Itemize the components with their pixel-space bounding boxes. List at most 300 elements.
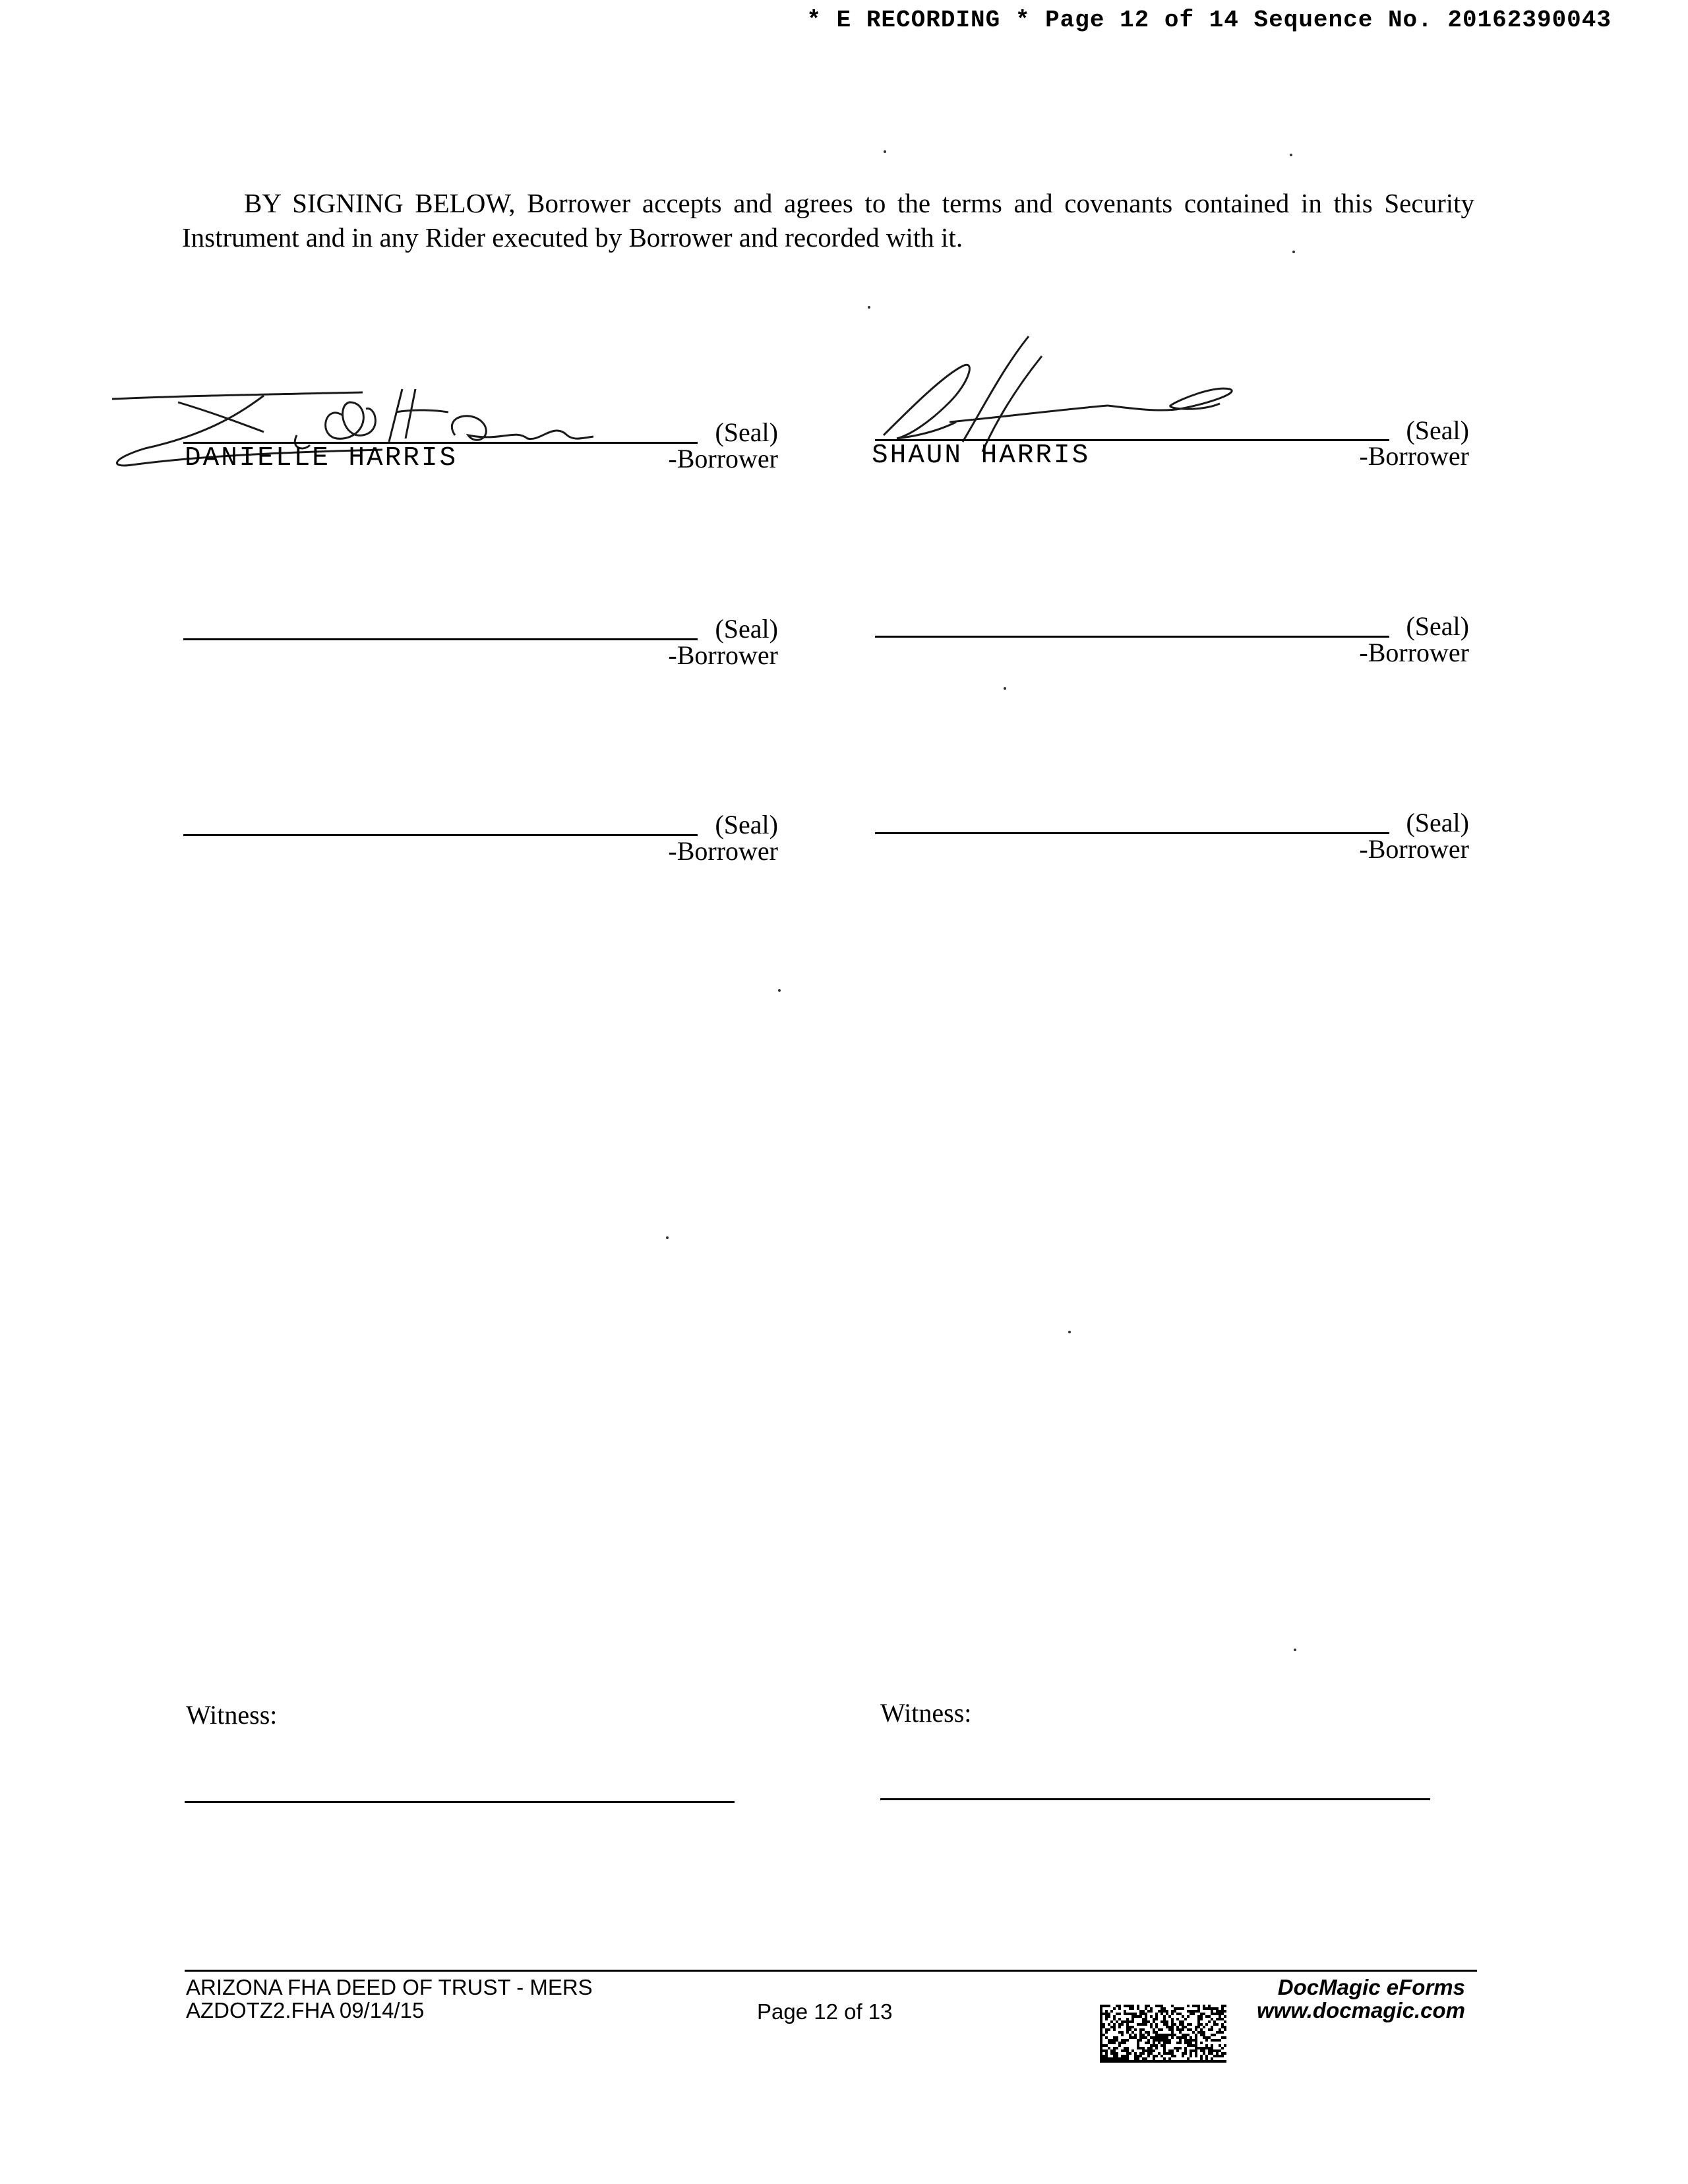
barcode-module	[1203, 2034, 1205, 2036]
barcode-module	[1137, 2055, 1139, 2057]
barcode-module	[1134, 2052, 1137, 2055]
vendor-url: www.docmagic.com	[1256, 1998, 1465, 2022]
barcode-module	[1216, 2060, 1219, 2063]
barcode-module	[1131, 2049, 1134, 2052]
barcode-module	[1145, 2007, 1147, 2010]
barcode-module	[1124, 2005, 1126, 2007]
signature-line	[183, 638, 698, 640]
barcode-module	[1224, 2020, 1226, 2023]
page-number: Page 12 of 13	[757, 1999, 893, 2024]
barcode-module	[1195, 2047, 1197, 2049]
barcode-module	[1118, 2042, 1121, 2044]
seal-label: (Seal)	[1406, 415, 1469, 445]
barcode-module	[1100, 2049, 1102, 2052]
barcode-module	[1118, 2057, 1121, 2060]
barcode-module	[1221, 2055, 1224, 2057]
barcode-module	[1110, 2026, 1113, 2028]
barcode-module	[1129, 2036, 1131, 2039]
barcode-module	[1145, 2049, 1147, 2052]
barcode-module	[1160, 2034, 1163, 2036]
barcode-module	[1155, 2005, 1158, 2007]
barcode-module	[1205, 2039, 1208, 2042]
barcode-module	[1195, 2044, 1197, 2047]
scan-speck	[884, 150, 886, 153]
barcode-module	[1182, 2007, 1184, 2010]
barcode-module	[1179, 2047, 1182, 2049]
barcode-module	[1213, 2060, 1216, 2063]
barcode-module	[1160, 2044, 1163, 2047]
barcode-module	[1134, 2013, 1137, 2015]
barcode-module	[1171, 2013, 1174, 2015]
barcode-module	[1108, 2013, 1110, 2015]
barcode-module	[1158, 2042, 1160, 2044]
barcode-module	[1192, 2013, 1195, 2015]
barcode-module	[1100, 2023, 1102, 2026]
barcode-module	[1171, 2005, 1174, 2007]
barcode-module	[1163, 2034, 1166, 2036]
barcode-module	[1163, 2010, 1166, 2013]
barcode-module	[1129, 2028, 1131, 2031]
barcode-module	[1166, 2020, 1168, 2023]
barcode-module	[1102, 2005, 1105, 2007]
borrower-label: -Borrower	[668, 640, 778, 670]
barcode-module	[1192, 2044, 1195, 2047]
barcode-module	[1219, 2039, 1221, 2042]
barcode-module	[1219, 2049, 1221, 2052]
barcode-module	[1184, 2036, 1187, 2039]
barcode-module	[1100, 2026, 1102, 2028]
barcode-module	[1113, 2055, 1116, 2057]
barcode-module	[1145, 2005, 1147, 2007]
barcode-module	[1221, 2010, 1224, 2013]
barcode-module	[1211, 2057, 1213, 2060]
barcode-module	[1224, 2015, 1226, 2018]
barcode-module	[1163, 2007, 1166, 2010]
footer-form-info	[186, 1976, 593, 2022]
barcode-module	[1160, 2060, 1163, 2063]
barcode-module	[1221, 2026, 1224, 2028]
barcode-module	[1221, 2013, 1224, 2015]
barcode-module	[1187, 2039, 1190, 2042]
barcode-module	[1100, 2028, 1102, 2031]
barcode-module	[1113, 2047, 1116, 2049]
barcode-module	[1192, 2060, 1195, 2063]
barcode-module	[1137, 2007, 1139, 2010]
barcode-module	[1118, 2007, 1121, 2010]
borrower-label: -Borrower	[668, 444, 778, 473]
barcode-module	[1100, 2020, 1102, 2023]
barcode-module	[1105, 2018, 1108, 2020]
barcode-module	[1102, 2044, 1105, 2047]
barcode-module	[1100, 2010, 1102, 2013]
barcode-module	[1116, 2060, 1118, 2063]
barcode-module	[1216, 2018, 1219, 2020]
barcode-module	[1145, 2036, 1147, 2039]
barcode-module	[1105, 2031, 1108, 2034]
barcode-module	[1102, 2060, 1105, 2063]
barcode-module	[1129, 2020, 1131, 2023]
barcode-module	[1182, 2026, 1184, 2028]
barcode-module	[1147, 2010, 1150, 2013]
barcode-module	[1134, 2055, 1137, 2057]
barcode-module	[1195, 2055, 1197, 2057]
barcode-module	[1158, 2036, 1160, 2039]
barcode-module	[1190, 2060, 1192, 2063]
scan-speck	[1292, 251, 1295, 253]
barcode-module	[1208, 2049, 1211, 2052]
barcode-module	[1211, 2060, 1213, 2063]
barcode-module	[1126, 2060, 1129, 2063]
witness-line	[185, 1801, 735, 1803]
seal-label: (Seal)	[715, 417, 778, 447]
barcode-module	[1100, 2018, 1102, 2020]
barcode-module	[1219, 2044, 1221, 2047]
barcode-module	[1205, 2047, 1208, 2049]
barcode-module	[1158, 2060, 1160, 2063]
barcode-module	[1102, 2049, 1105, 2052]
barcode-module	[1200, 2013, 1203, 2015]
barcode-module	[1213, 2023, 1216, 2026]
barcode-module	[1118, 2044, 1121, 2047]
barcode-module	[1147, 2039, 1150, 2042]
barcode-module	[1105, 2005, 1108, 2007]
barcode-module	[1200, 2060, 1203, 2063]
barcode-module	[1142, 2047, 1145, 2049]
barcode-module	[1163, 2018, 1166, 2020]
barcode-module	[1153, 2044, 1155, 2047]
barcode-module	[1113, 2015, 1116, 2018]
barcode-module	[1216, 2055, 1219, 2057]
barcode-module	[1163, 2057, 1166, 2060]
barcode-module	[1160, 2039, 1163, 2042]
barcode-module	[1176, 2047, 1179, 2049]
barcode-module	[1124, 2010, 1126, 2013]
barcode-module	[1100, 2042, 1102, 2044]
barcode-module	[1139, 2039, 1142, 2042]
barcode-module	[1153, 2060, 1155, 2063]
barcode-module	[1126, 2055, 1129, 2057]
barcode-module	[1160, 2020, 1163, 2023]
barcode-module	[1160, 2007, 1163, 2010]
barcode-module	[1155, 2018, 1158, 2020]
barcode-module	[1150, 2026, 1153, 2028]
barcode-module	[1192, 2031, 1195, 2034]
barcode-module	[1145, 2018, 1147, 2020]
barcode-module	[1219, 2018, 1221, 2020]
barcode-module	[1163, 2047, 1166, 2049]
barcode-module	[1113, 2039, 1116, 2042]
barcode-module	[1134, 2057, 1137, 2060]
barcode-module	[1126, 2057, 1129, 2060]
barcode-module	[1211, 2047, 1213, 2049]
barcode-module	[1179, 2039, 1182, 2042]
barcode-module	[1145, 2020, 1147, 2023]
barcode-module	[1184, 2060, 1187, 2063]
barcode-module	[1153, 2018, 1155, 2020]
barcode-module	[1113, 2042, 1116, 2044]
barcode-module	[1100, 2055, 1102, 2057]
barcode-module	[1166, 2052, 1168, 2055]
barcode-module	[1171, 2049, 1174, 2052]
barcode-module	[1110, 2052, 1113, 2055]
barcode-module	[1195, 2042, 1197, 2044]
barcode-module	[1105, 2057, 1108, 2060]
barcode-module	[1155, 2026, 1158, 2028]
barcode-module	[1216, 2013, 1219, 2015]
barcode-module	[1203, 2013, 1205, 2015]
barcode-module	[1216, 2023, 1219, 2026]
barcode-module	[1213, 2034, 1216, 2036]
barcode-module	[1190, 2028, 1192, 2031]
barcode-module	[1190, 2023, 1192, 2026]
barcode-module	[1139, 2028, 1142, 2031]
barcode-module	[1195, 2060, 1197, 2063]
barcode-module	[1142, 2020, 1145, 2023]
barcode-module	[1219, 2055, 1221, 2057]
barcode-module	[1216, 2010, 1219, 2013]
barcode-module	[1184, 2047, 1187, 2049]
barcode-module	[1153, 2039, 1155, 2042]
barcode-module	[1147, 2055, 1150, 2057]
barcode-module	[1211, 2010, 1213, 2013]
barcode-module	[1105, 2049, 1108, 2052]
barcode-module	[1124, 2042, 1126, 2044]
barcode-module	[1211, 2018, 1213, 2020]
barcode-module	[1150, 2023, 1153, 2026]
barcode-module	[1100, 2015, 1102, 2018]
barcode-module	[1137, 2047, 1139, 2049]
signature-line	[875, 832, 1389, 834]
barcode-module	[1219, 2060, 1221, 2063]
barcode-module	[1100, 2034, 1102, 2036]
barcode-module	[1139, 2023, 1142, 2026]
barcode-module	[1126, 2039, 1129, 2042]
barcode-module	[1155, 2023, 1158, 2026]
barcode-module	[1205, 2055, 1208, 2057]
form-title: ARIZONA FHA DEED OF TRUST - MERS	[186, 1975, 593, 1999]
barcode-module	[1195, 2028, 1197, 2031]
barcode-module	[1192, 2039, 1195, 2042]
barcode-module	[1160, 2005, 1163, 2007]
barcode-module	[1155, 2036, 1158, 2039]
footer-rule	[185, 1970, 1477, 1972]
barcode-module	[1153, 2028, 1155, 2031]
barcode-module	[1160, 2013, 1163, 2015]
barcode-module	[1134, 2034, 1137, 2036]
barcode-module	[1200, 2015, 1203, 2018]
barcode-module	[1221, 2023, 1224, 2026]
barcode-module	[1147, 2034, 1150, 2036]
barcode-module	[1200, 2055, 1203, 2057]
barcode-module	[1176, 2060, 1179, 2063]
barcode-module	[1155, 2039, 1158, 2042]
barcode-module	[1131, 2015, 1134, 2018]
barcode-module	[1129, 2007, 1131, 2010]
barcode-module	[1145, 2060, 1147, 2063]
barcode-module	[1197, 2020, 1200, 2023]
barcode-module	[1110, 2010, 1113, 2013]
barcode-module	[1124, 2020, 1126, 2023]
barcode-module	[1153, 2031, 1155, 2034]
barcode-module	[1131, 2026, 1134, 2028]
barcode-module	[1166, 2039, 1168, 2042]
barcode-module	[1197, 2026, 1200, 2028]
barcode-module	[1182, 2020, 1184, 2023]
barcode-module	[1190, 2042, 1192, 2044]
barcode-module	[1171, 2023, 1174, 2026]
witness-label: Witness:	[880, 1698, 972, 1728]
barcode-module	[1176, 2042, 1179, 2044]
barcode-module	[1150, 2007, 1153, 2010]
barcode-module	[1124, 2055, 1126, 2057]
barcode-module	[1110, 2049, 1113, 2052]
barcode-module	[1216, 2039, 1219, 2042]
barcode-module	[1213, 2020, 1216, 2023]
borrower-label: -Borrower	[1359, 834, 1469, 864]
barcode-module	[1216, 2052, 1219, 2055]
barcode-module	[1182, 2055, 1184, 2057]
barcode-module	[1131, 2036, 1134, 2039]
barcode-module	[1208, 2036, 1211, 2039]
barcode-module	[1142, 2023, 1145, 2026]
barcode-module	[1179, 2013, 1182, 2015]
barcode-module	[1208, 2028, 1211, 2031]
barcode-module	[1116, 2057, 1118, 2060]
barcode-module	[1203, 2052, 1205, 2055]
barcode-module	[1131, 2018, 1134, 2020]
barcode-module	[1126, 2028, 1129, 2031]
barcode-module	[1182, 2036, 1184, 2039]
barcode-module	[1145, 2042, 1147, 2044]
barcode-module	[1213, 2007, 1216, 2010]
barcode-module	[1108, 2039, 1110, 2042]
barcode-module	[1221, 2031, 1224, 2034]
barcode-module	[1160, 2036, 1163, 2039]
barcode-module	[1221, 2052, 1224, 2055]
barcode-module	[1213, 2039, 1216, 2042]
barcode-module	[1182, 2052, 1184, 2055]
barcode-module	[1105, 2060, 1108, 2063]
barcode-module	[1187, 2010, 1190, 2013]
barcode-module	[1100, 2047, 1102, 2049]
barcode-module	[1163, 2020, 1166, 2023]
barcode-module	[1121, 2057, 1124, 2060]
barcode-module	[1163, 2023, 1166, 2026]
barcode-module	[1118, 2023, 1121, 2026]
barcode-module	[1105, 2036, 1108, 2039]
barcode-module	[1187, 2023, 1190, 2026]
barcode-module	[1102, 2026, 1105, 2028]
barcode-module	[1113, 2026, 1116, 2028]
barcode-module	[1124, 2039, 1126, 2042]
barcode-module	[1200, 2023, 1203, 2026]
barcode-module	[1166, 2010, 1168, 2013]
barcode-module	[1145, 2057, 1147, 2060]
barcode-module	[1163, 2042, 1166, 2044]
barcode-module	[1187, 2044, 1190, 2047]
barcode-module	[1150, 2049, 1153, 2052]
barcode-module	[1205, 2007, 1208, 2010]
barcode-module	[1105, 2044, 1108, 2047]
barcode-module	[1113, 2060, 1116, 2063]
barcode-module	[1116, 2047, 1118, 2049]
barcode-module	[1155, 2031, 1158, 2034]
barcode-module	[1205, 2060, 1208, 2063]
barcode-module	[1113, 2023, 1116, 2026]
barcode-module	[1182, 2034, 1184, 2036]
barcode-module	[1174, 2055, 1176, 2057]
barcode-module	[1121, 2060, 1124, 2063]
typed-name: SHAUN HARRIS	[872, 440, 1091, 471]
barcode-module	[1126, 2047, 1129, 2049]
barcode-module	[1211, 2028, 1213, 2031]
barcode-module	[1139, 2055, 1142, 2057]
scan-speck	[1290, 154, 1292, 156]
barcode-module	[1100, 2060, 1102, 2063]
barcode-module	[1105, 2052, 1108, 2055]
barcode-module	[1153, 2036, 1155, 2039]
barcode-module	[1121, 2023, 1124, 2026]
scan-speck	[778, 989, 781, 992]
scan-speck	[1004, 687, 1006, 690]
barcode-module	[1200, 2042, 1203, 2044]
barcode-module	[1147, 2020, 1150, 2023]
barcode-module	[1158, 2039, 1160, 2042]
barcode-module	[1116, 2039, 1118, 2042]
barcode-module	[1124, 2047, 1126, 2049]
barcode-module	[1142, 2036, 1145, 2039]
barcode-module	[1129, 2052, 1131, 2055]
barcode-module	[1118, 2060, 1121, 2063]
barcode-module	[1219, 2031, 1221, 2034]
barcode-module	[1211, 2034, 1213, 2036]
barcode-module	[1203, 2049, 1205, 2052]
barcode-module	[1158, 2028, 1160, 2031]
2d-barcode-icon	[1100, 2005, 1226, 2063]
barcode-module	[1216, 2007, 1219, 2010]
barcode-module	[1163, 2052, 1166, 2055]
barcode-module	[1179, 2007, 1182, 2010]
barcode-module	[1168, 2026, 1171, 2028]
barcode-module	[1168, 2042, 1171, 2044]
barcode-module	[1190, 2055, 1192, 2057]
barcode-module	[1155, 2015, 1158, 2018]
barcode-module	[1176, 2036, 1179, 2039]
barcode-module	[1190, 2052, 1192, 2055]
borrower-label: -Borrower	[668, 836, 778, 866]
barcode-module	[1224, 2005, 1226, 2007]
barcode-module	[1195, 2049, 1197, 2052]
barcode-module	[1139, 2036, 1142, 2039]
barcode-module	[1121, 2034, 1124, 2036]
barcode-module	[1168, 2028, 1171, 2031]
barcode-module	[1137, 2005, 1139, 2007]
barcode-module	[1142, 2057, 1145, 2060]
barcode-module	[1224, 2010, 1226, 2013]
form-code: AZDOTZ2.FHA 09/14/15	[186, 1998, 425, 2022]
witness-label: Witness:	[186, 1700, 278, 1730]
barcode-module	[1134, 2036, 1137, 2039]
barcode-module	[1155, 2055, 1158, 2057]
barcode-module	[1102, 2057, 1105, 2060]
barcode-module	[1150, 2044, 1153, 2047]
barcode-module	[1113, 2007, 1116, 2010]
barcode-module	[1171, 2026, 1174, 2028]
barcode-module	[1187, 2034, 1190, 2036]
barcode-module	[1211, 2007, 1213, 2010]
barcode-module	[1100, 2031, 1102, 2034]
barcode-module	[1121, 2055, 1124, 2057]
